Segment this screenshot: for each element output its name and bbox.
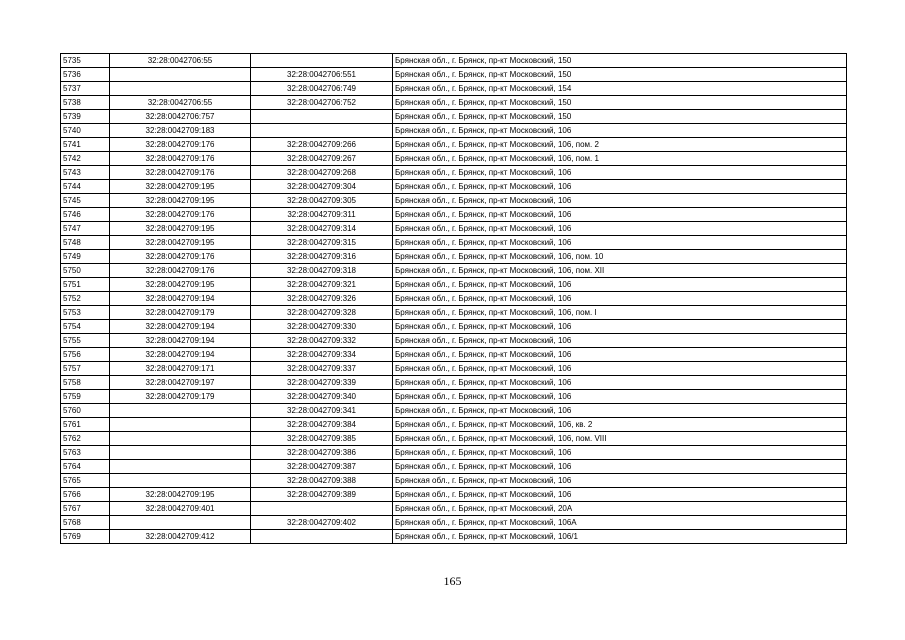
object-cadastral-number-cell: 32:28:0042709:304 <box>251 180 393 194</box>
table-row <box>61 236 847 250</box>
row-number-cell: 5742 <box>61 152 110 166</box>
row-number-cell: 5737 <box>61 82 110 96</box>
table-row <box>61 292 847 306</box>
table-row <box>61 530 847 544</box>
cadastral-number-cell: 32:28:0042706:757 <box>110 110 251 124</box>
row-number-cell: 5768 <box>61 516 110 530</box>
table-row <box>61 208 847 222</box>
cadastral-number-cell <box>110 418 251 432</box>
table-row <box>61 418 847 432</box>
cadastral-number-cell: 32:28:0042709:176 <box>110 166 251 180</box>
row-number-cell: 5736 <box>61 68 110 82</box>
row-number-cell: 5766 <box>61 488 110 502</box>
cadastral-number-cell: 32:28:0042709:179 <box>110 306 251 320</box>
cadastral-number-cell: 32:28:0042709:183 <box>110 124 251 138</box>
cadastral-number-cell: 32:28:0042709:194 <box>110 334 251 348</box>
cadastral-number-cell <box>110 474 251 488</box>
object-cadastral-number-cell: 32:28:0042709:305 <box>251 194 393 208</box>
row-number-cell: 5762 <box>61 432 110 446</box>
cadastral-number-cell: 32:28:0042709:171 <box>110 362 251 376</box>
object-cadastral-number-cell: 32:28:0042706:749 <box>251 82 393 96</box>
object-cadastral-number-cell: 32:28:0042706:752 <box>251 96 393 110</box>
address-cell: Брянская обл., г. Брянск, пр-кт Московский, 106, пом. XII <box>393 264 847 278</box>
cadastral-number-cell: 32:28:0042709:176 <box>110 138 251 152</box>
table-row <box>61 376 847 390</box>
address-cell: Брянская обл., г. Брянск, пр-кт Московский, 106 <box>393 320 847 334</box>
address-cell: Брянская обл., г. Брянск, пр-кт Московский, 106 <box>393 446 847 460</box>
address-cell: Брянская обл., г. Брянск, пр-кт Московский, 106, кв. 2 <box>393 418 847 432</box>
object-cadastral-number-cell <box>251 502 393 516</box>
address-cell: Брянская обл., г. Брянск, пр-кт Московский, 106 <box>393 292 847 306</box>
cadastral-number-cell: 32:28:0042709:194 <box>110 348 251 362</box>
object-cadastral-number-cell: 32:28:0042709:387 <box>251 460 393 474</box>
address-cell: Брянская обл., г. Брянск, пр-кт Московский, 106 <box>393 208 847 222</box>
object-cadastral-number-cell <box>251 54 393 68</box>
row-number-cell: 5761 <box>61 418 110 432</box>
row-number-cell: 5750 <box>61 264 110 278</box>
address-cell: Брянская обл., г. Брянск, пр-кт Московский, 150 <box>393 110 847 124</box>
object-cadastral-number-cell: 32:28:0042709:328 <box>251 306 393 320</box>
object-cadastral-number-cell <box>251 110 393 124</box>
cadastral-number-cell: 32:28:0042709:176 <box>110 264 251 278</box>
cadastral-number-cell: 32:28:0042709:176 <box>110 208 251 222</box>
row-number-cell: 5767 <box>61 502 110 516</box>
object-cadastral-number-cell <box>251 530 393 544</box>
table-row <box>61 488 847 502</box>
object-cadastral-number-cell: 32:28:0042706:551 <box>251 68 393 82</box>
cadastral-number-cell: 32:28:0042709:195 <box>110 194 251 208</box>
row-number-cell: 5753 <box>61 306 110 320</box>
cadastral-number-cell: 32:28:0042709:194 <box>110 292 251 306</box>
cadastral-number-cell: 32:28:0042709:195 <box>110 222 251 236</box>
table-row <box>61 54 847 68</box>
cadastral-number-cell <box>110 404 251 418</box>
cadastral-number-cell <box>110 446 251 460</box>
row-number-cell: 5760 <box>61 404 110 418</box>
row-number-cell: 5755 <box>61 334 110 348</box>
table-row <box>61 264 847 278</box>
cadastral-number-cell: 32:28:0042709:176 <box>110 152 251 166</box>
address-cell: Брянская обл., г. Брянск, пр-кт Московский, 106 <box>393 194 847 208</box>
registry-table <box>60 53 847 544</box>
cadastral-number-cell: 32:28:0042706:55 <box>110 96 251 110</box>
address-cell: Брянская обл., г. Брянск, пр-кт Московский, 106 <box>393 278 847 292</box>
cadastral-number-cell: 32:28:0042709:179 <box>110 390 251 404</box>
table-row <box>61 502 847 516</box>
cadastral-number-cell: 32:28:0042709:176 <box>110 250 251 264</box>
table-row <box>61 446 847 460</box>
object-cadastral-number-cell: 32:28:0042709:334 <box>251 348 393 362</box>
table-row <box>61 404 847 418</box>
object-cadastral-number-cell: 32:28:0042709:330 <box>251 320 393 334</box>
address-cell: Брянская обл., г. Брянск, пр-кт Московский, 106, пом. 2 <box>393 138 847 152</box>
address-cell: Брянская обл., г. Брянск, пр-кт Московский, 106, пом. VIII <box>393 432 847 446</box>
row-number-cell: 5769 <box>61 530 110 544</box>
object-cadastral-number-cell: 32:28:0042709:341 <box>251 404 393 418</box>
address-cell: Брянская обл., г. Брянск, пр-кт Московский, 106, пом. I <box>393 306 847 320</box>
table-row <box>61 334 847 348</box>
object-cadastral-number-cell: 32:28:0042709:340 <box>251 390 393 404</box>
registry-table-body <box>61 54 847 544</box>
address-cell: Брянская обл., г. Брянск, пр-кт Московский, 106 <box>393 236 847 250</box>
object-cadastral-number-cell: 32:28:0042709:337 <box>251 362 393 376</box>
table-row <box>61 278 847 292</box>
object-cadastral-number-cell <box>251 124 393 138</box>
table-row <box>61 152 847 166</box>
address-cell: Брянская обл., г. Брянск, пр-кт Московский, 106 <box>393 460 847 474</box>
address-cell: Брянская обл., г. Брянск, пр-кт Московский, 106 <box>393 222 847 236</box>
table-row <box>61 432 847 446</box>
address-cell: Брянская обл., г. Брянск, пр-кт Московский, 106 <box>393 166 847 180</box>
address-cell: Брянская обл., г. Брянск, пр-кт Московский, 150 <box>393 96 847 110</box>
object-cadastral-number-cell: 32:28:0042709:384 <box>251 418 393 432</box>
table-row <box>61 474 847 488</box>
table-row <box>61 516 847 530</box>
row-number-cell: 5747 <box>61 222 110 236</box>
address-cell: Брянская обл., г. Брянск, пр-кт Московский, 106/1 <box>393 530 847 544</box>
cadastral-number-cell: 32:28:0042709:412 <box>110 530 251 544</box>
cadastral-number-cell: 32:28:0042709:194 <box>110 320 251 334</box>
row-number-cell: 5757 <box>61 362 110 376</box>
object-cadastral-number-cell: 32:28:0042709:332 <box>251 334 393 348</box>
object-cadastral-number-cell: 32:28:0042709:402 <box>251 516 393 530</box>
address-cell: Брянская обл., г. Брянск, пр-кт Московский, 150 <box>393 68 847 82</box>
row-number-cell: 5741 <box>61 138 110 152</box>
table-row <box>61 348 847 362</box>
object-cadastral-number-cell: 32:28:0042709:314 <box>251 222 393 236</box>
object-cadastral-number-cell: 32:28:0042709:321 <box>251 278 393 292</box>
cadastral-number-cell: 32:28:0042706:55 <box>110 54 251 68</box>
row-number-cell: 5749 <box>61 250 110 264</box>
object-cadastral-number-cell: 32:28:0042709:315 <box>251 236 393 250</box>
row-number-cell: 5754 <box>61 320 110 334</box>
cadastral-number-cell: 32:28:0042709:195 <box>110 180 251 194</box>
table-row <box>61 320 847 334</box>
cadastral-number-cell <box>110 68 251 82</box>
cadastral-number-cell: 32:28:0042709:197 <box>110 376 251 390</box>
address-cell: Брянская обл., г. Брянск, пр-кт Московский, 106 <box>393 390 847 404</box>
row-number-cell: 5735 <box>61 54 110 68</box>
row-number-cell: 5744 <box>61 180 110 194</box>
table-row <box>61 194 847 208</box>
table-row <box>61 390 847 404</box>
row-number-cell: 5738 <box>61 96 110 110</box>
cadastral-number-cell: 32:28:0042709:195 <box>110 236 251 250</box>
page-number: 165 <box>443 574 462 588</box>
address-cell: Брянская обл., г. Брянск, пр-кт Московский, 106 <box>393 488 847 502</box>
table-row <box>61 110 847 124</box>
object-cadastral-number-cell: 32:28:0042709:385 <box>251 432 393 446</box>
address-cell: Брянская обл., г. Брянск, пр-кт Московский, 106 <box>393 474 847 488</box>
object-cadastral-number-cell: 32:28:0042709:386 <box>251 446 393 460</box>
cadastral-number-cell: 32:28:0042709:195 <box>110 488 251 502</box>
row-number-cell: 5756 <box>61 348 110 362</box>
row-number-cell: 5740 <box>61 124 110 138</box>
row-number-cell: 5763 <box>61 446 110 460</box>
object-cadastral-number-cell: 32:28:0042709:316 <box>251 250 393 264</box>
table-row <box>61 82 847 96</box>
object-cadastral-number-cell: 32:28:0042709:311 <box>251 208 393 222</box>
cadastral-number-cell: 32:28:0042709:195 <box>110 278 251 292</box>
table-row <box>61 306 847 320</box>
cadastral-number-cell: 32:28:0042709:401 <box>110 502 251 516</box>
address-cell: Брянская обл., г. Брянск, пр-кт Московский, 106 <box>393 362 847 376</box>
row-number-cell: 5739 <box>61 110 110 124</box>
cadastral-number-cell <box>110 432 251 446</box>
object-cadastral-number-cell: 32:28:0042709:318 <box>251 264 393 278</box>
cadastral-number-cell <box>110 460 251 474</box>
row-number-cell: 5751 <box>61 278 110 292</box>
row-number-cell: 5752 <box>61 292 110 306</box>
object-cadastral-number-cell: 32:28:0042709:267 <box>251 152 393 166</box>
address-cell: Брянская обл., г. Брянск, пр-кт Московский, 106, пом. 10 <box>393 250 847 264</box>
row-number-cell: 5758 <box>61 376 110 390</box>
object-cadastral-number-cell: 32:28:0042709:339 <box>251 376 393 390</box>
address-cell: Брянская обл., г. Брянск, пр-кт Московский, 20А <box>393 502 847 516</box>
object-cadastral-number-cell: 32:28:0042709:326 <box>251 292 393 306</box>
row-number-cell: 5743 <box>61 166 110 180</box>
table-row <box>61 138 847 152</box>
address-cell: Брянская обл., г. Брянск, пр-кт Московский, 106 <box>393 348 847 362</box>
address-cell: Брянская обл., г. Брянск, пр-кт Московский, 106 <box>393 334 847 348</box>
table-row <box>61 124 847 138</box>
row-number-cell: 5759 <box>61 390 110 404</box>
address-cell: Брянская обл., г. Брянск, пр-кт Московский, 106 <box>393 376 847 390</box>
table-row <box>61 250 847 264</box>
address-cell: Брянская обл., г. Брянск, пр-кт Московский, 106А <box>393 516 847 530</box>
address-cell: Брянская обл., г. Брянск, пр-кт Московский, 106 <box>393 404 847 418</box>
row-number-cell: 5764 <box>61 460 110 474</box>
address-cell: Брянская обл., г. Брянск, пр-кт Московский, 154 <box>393 82 847 96</box>
table-row <box>61 460 847 474</box>
table-row <box>61 166 847 180</box>
object-cadastral-number-cell: 32:28:0042709:268 <box>251 166 393 180</box>
table-row <box>61 96 847 110</box>
object-cadastral-number-cell: 32:28:0042709:388 <box>251 474 393 488</box>
row-number-cell: 5745 <box>61 194 110 208</box>
address-cell: Брянская обл., г. Брянск, пр-кт Московский, 106 <box>393 124 847 138</box>
table-row <box>61 362 847 376</box>
row-number-cell: 5746 <box>61 208 110 222</box>
object-cadastral-number-cell: 32:28:0042709:389 <box>251 488 393 502</box>
cadastral-number-cell <box>110 82 251 96</box>
table-row <box>61 68 847 82</box>
row-number-cell: 5748 <box>61 236 110 250</box>
object-cadastral-number-cell: 32:28:0042709:266 <box>251 138 393 152</box>
cadastral-number-cell <box>110 516 251 530</box>
address-cell: Брянская обл., г. Брянск, пр-кт Московский, 106 <box>393 180 847 194</box>
table-row <box>61 222 847 236</box>
table-row <box>61 180 847 194</box>
address-cell: Брянская обл., г. Брянск, пр-кт Московский, 106, пом. 1 <box>393 152 847 166</box>
address-cell: Брянская обл., г. Брянск, пр-кт Московский, 150 <box>393 54 847 68</box>
row-number-cell: 5765 <box>61 474 110 488</box>
